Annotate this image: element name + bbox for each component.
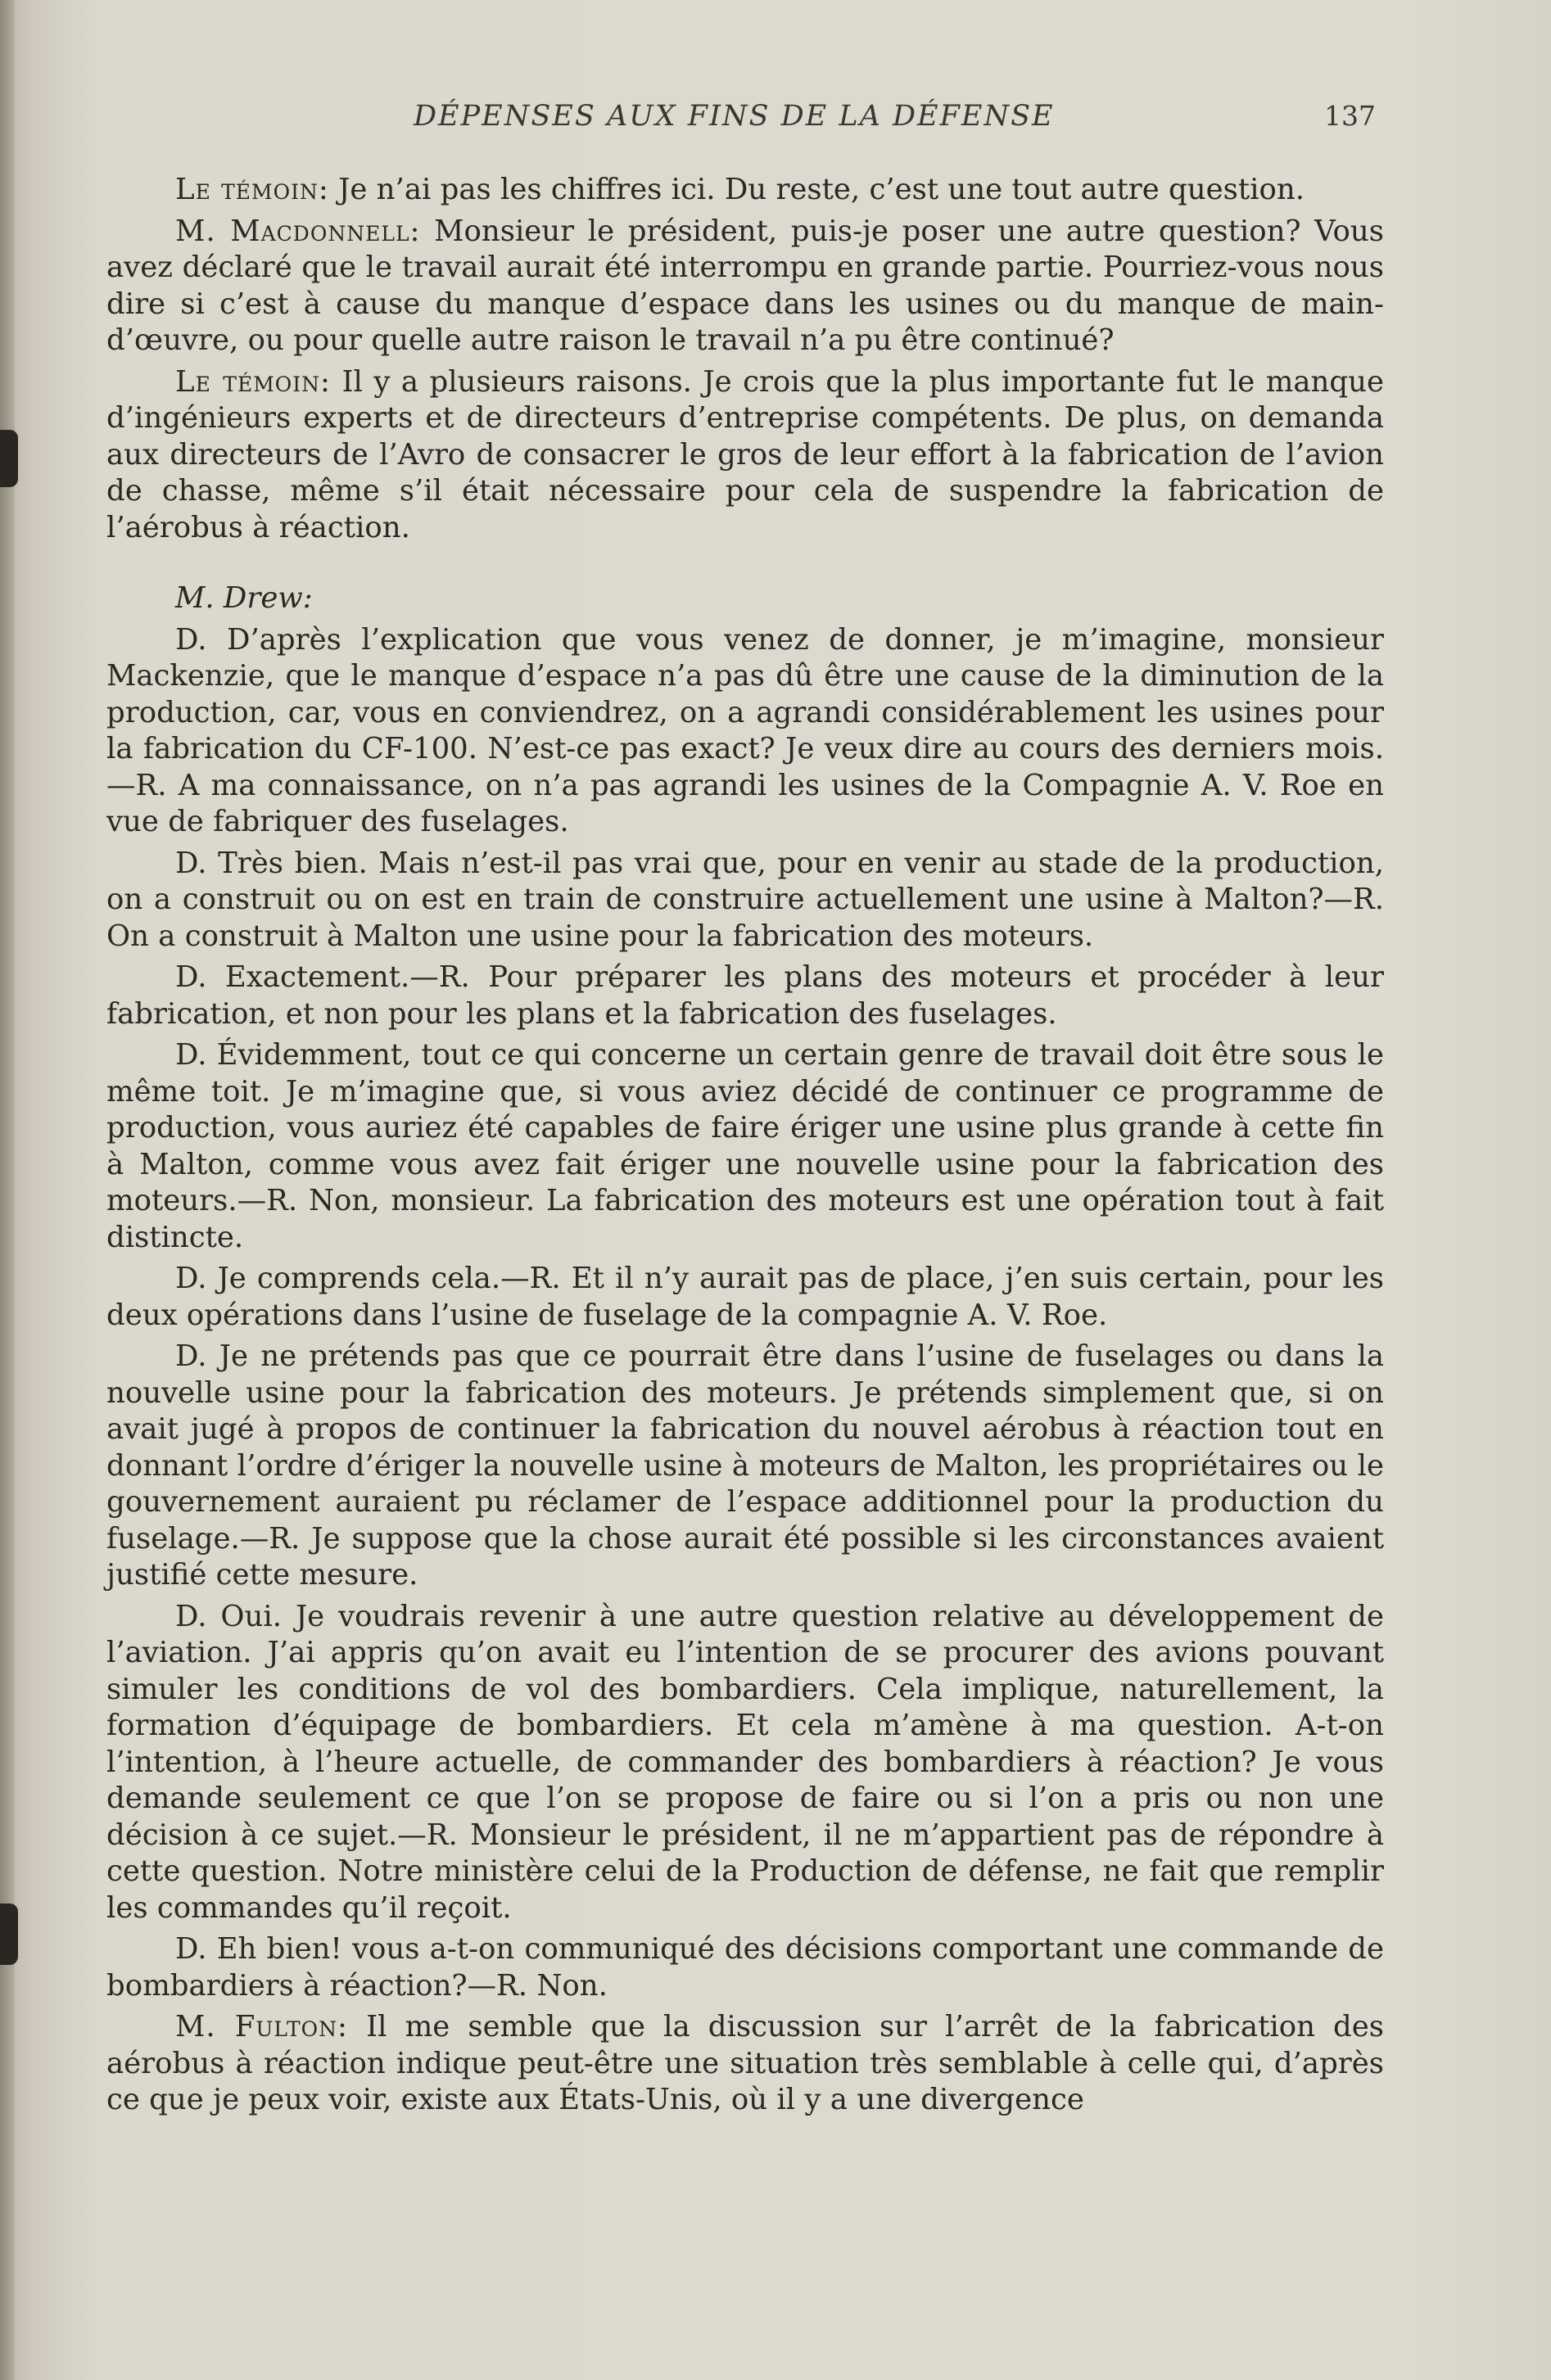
paragraph: D. Oui. Je voudrais revenir à une autre question relative au développement de l’aviation. J’ai appris qu’on avait eu l’intention de se procurer des avions pouvant simuler les conditions de vol des bombardiers. Cela implique, naturellement, la formation d’équipage de bombardiers. Et cela m’amène à ma question. A-t-on l’intention, à l’heure actuelle, de commander des bombardiers à réaction? Je vous demande seulement ce que l’on se propose de faire ou si l’on a pris ou non une décision à ce sujet.—R. Monsieur le président, il ne m’appartient pas de répondre à cette question. Notre ministère celui de la Production de défense, ne fait que remplir les commandes qu’il reçoit.: [106, 1599, 1384, 1925]
page-header: [106, 97, 1376, 146]
speaker-label: Le témoin:: [175, 364, 332, 399]
paragraph-text: Je n’ai pas les chiffres ici. Du reste, c’est une tout autre question.: [338, 173, 1305, 206]
speaker-label: Le témoin:: [175, 173, 329, 206]
page-number: 137: [1324, 100, 1376, 132]
paragraph: D. Évidemment, tout ce qui concerne un certain genre de travail doit être sous le même toit. Je m’imagine que, si vous aviez décidé de continuer ce programme de production, vous auriez été capables de faire ériger une usine plus grande à cette fin à Malton, comme vous avez fait ériger une nouvelle usine pour la fabrication des moteurs.—R. Non, monsieur. La fabrication des moteurs est une opération tout à fait distincte.: [106, 1038, 1384, 1254]
paragraph: [106, 214, 1384, 359]
paragraph: D. Très bien. Mais n’est-il pas vrai que, pour en venir au stade de la production, on a construit ou on est en train de construire actuellement une usine à Malton?—R. On a construit à Malton une usine pour la fabrication des moteurs.: [106, 846, 1384, 953]
paragraph: D. Eh bien! vous a-t-on communiqué des décisions comportant une commande de bombardiers à réaction?—R. Non.: [106, 1932, 1384, 2003]
binding-mark-bottom: [0, 1904, 18, 1965]
paragraph: D. Je ne prétends pas que ce pourrait être dans l’usine de fuselages ou dans la nouvelle usine pour la fabrication des moteurs. Je prétends simplement que, si on avait jugé à propos de continuer la fabrication du nouvel aérobus à réaction tout en donnant l’ordre d’ériger la nouvelle usine à moteurs de Malton, les propriétaires ou le gouvernement auraient pu réclamer de l’espace additionnel pour la production du fuselage.—R. Je suppose que la chose aurait été possible si les circonstances avaient justifié cette mesure.: [106, 1339, 1384, 1592]
paragraph-text: Il me semble que la discussion sur l’arrêt de la fabrication des aérobus à réaction indique peut-être une situation très semblable à celle qui, d’après ce que je peux voir, existe aux États-Unis, où il y a une divergence: [106, 2010, 1384, 2116]
paragraph-text: Il y a plusieurs raisons. Je crois que la plus importante fut le manque d’ingénieurs experts et de directeurs d’entreprise compétents. De plus, on demanda aux directeurs de l’Avro de consacrer le gros de leur effort à la fabrication de l’avion de chasse, même s’il était nécessaire pour cela de suspendre la fabrication de l’aérobus à réaction.: [106, 364, 1384, 544]
paragraph-text: Monsieur le président, puis-je poser une autre question? Vous avez déclaré que le travail aurait été interrompu en grande partie. Pourriez-vous nous dire si c’est à cause du manque d’espace dans les usines ou du manque de main-d’œuvre, ou pour quelle autre raison le travail n’a pu être continué?: [106, 214, 1384, 357]
paragraph: [106, 172, 1384, 209]
running-title: DÉPENSES AUX FINS DE LA DÉFENSE: [414, 100, 1055, 133]
paragraph: D. D’après l’explication que vous venez de donner, je m’imagine, monsieur Mackenzie, que le manque d’espace n’a pas dû être une cause de la diminution de la production, car, vous en conviendrez, on a agrandi considérablement les usines pour la fabrication du CF-100. N’est-ce pas exact? Je veux dire au cours des derniers mois.—R. A ma connaissance, on n’a pas agrandi les usines de la Compagnie A. V. Roe en vue de fabriquer des fuselages.: [106, 622, 1384, 838]
paragraph: [106, 2009, 1384, 2119]
page-binding-edge: [0, 0, 15, 2380]
binding-mark-top: [0, 430, 18, 487]
speaker-heading: M. Drew:: [175, 581, 313, 615]
paragraph: D. Exactement.—R. Pour préparer les plans des moteurs et procéder à leur fabrication, et non pour les plans et la fabrication des fuselages.: [106, 960, 1384, 1031]
speaker-label: M. Macdonnell:: [175, 214, 421, 248]
paragraph: [106, 364, 1384, 547]
body-text: [106, 172, 1384, 2124]
speaker-label: M. Fulton:: [175, 2010, 349, 2044]
paragraph: D. Je comprends cela.—R. Et il n’y aurait pas de place, j’en suis certain, pour les deux opérations dans l’usine de fuselage de la compagnie A. V. Roe.: [106, 1262, 1384, 1332]
